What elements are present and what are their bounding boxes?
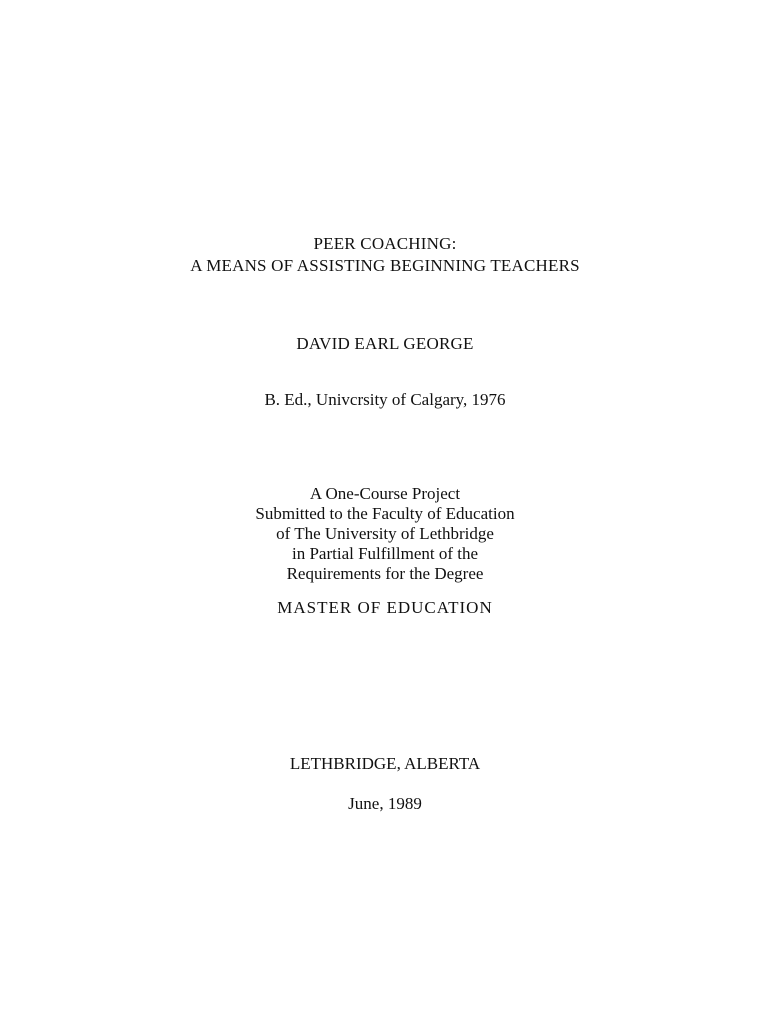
prior-degree: B. Ed., Univcrsity of Calgary, 1976 (264, 390, 506, 409)
submission-line-5: Requirements for the Degree (286, 564, 484, 583)
submission-line-2: Submitted to the Faculty of Education (255, 504, 515, 523)
submission-line-1: A One-Course Project (309, 484, 461, 503)
degree-name: MASTER OF EDUCATION (277, 598, 493, 617)
title-line-1: PEER COACHING: (313, 234, 457, 253)
author-name: DAVID EARL GEORGE (296, 334, 474, 353)
date: June, 1989 (348, 794, 422, 813)
submission-line-3: of The University of Lethbridge (276, 524, 494, 543)
place: LETHBRIDGE, ALBERTA (289, 754, 481, 773)
title-line-2: A MEANS OF ASSISTING BEGINNING TEACHERS (190, 256, 580, 275)
submission-line-4: in Partial Fulfillment of the (291, 544, 479, 563)
